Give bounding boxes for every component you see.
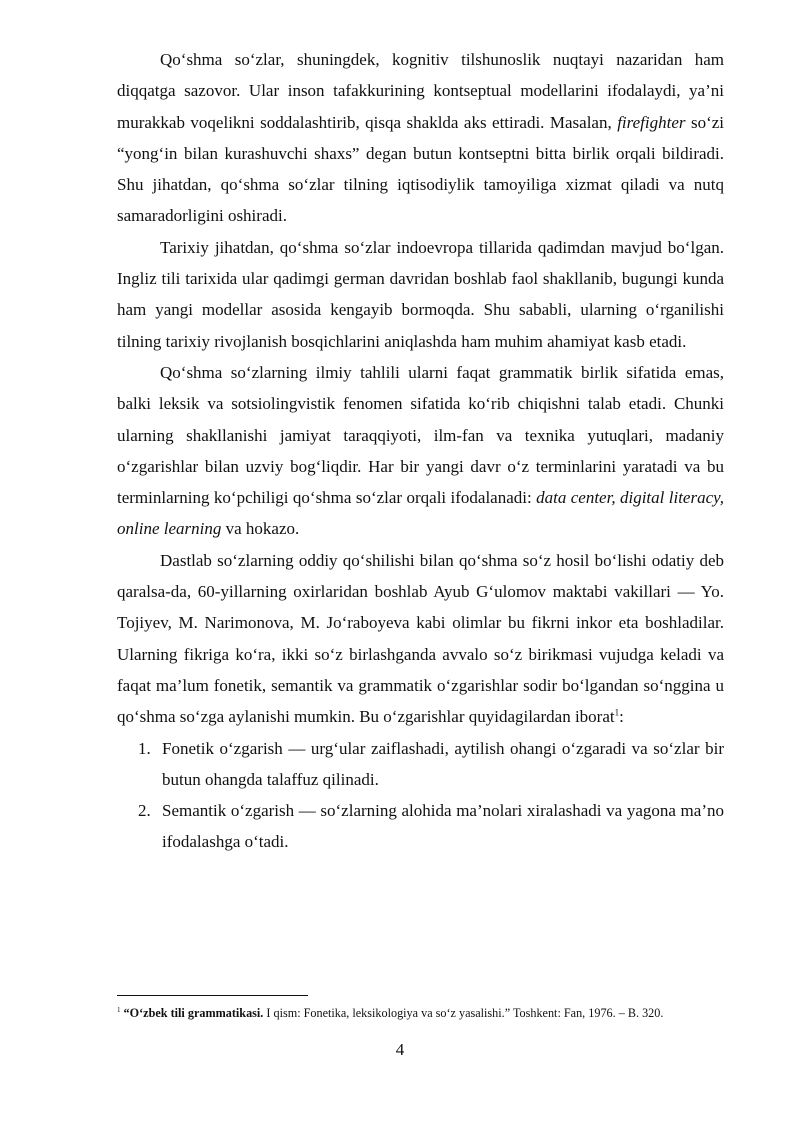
footnote-reference[interactable]: 1 <box>614 707 620 718</box>
paragraph-3-segment-1: Qo‘shma so‘zlarning ilmiy tahlili ularni faqat grammatik birlik sifatida emas, balki leksik va sotsiolingvistik fenomen sifatida ko‘rib chiqishni talab etadi. Chunki ularning shakllanishi jamiyat taraqqiyoti, ilm-fan va texnika yutuqlari, madaniy o‘zgarishlar bilan uzviy bog‘liqdir. Har bir yangi davr o‘z terminlarini yaratadi va bu terminlarning ko‘pchiligi qo‘shma so‘zlar orqali ifodalanadi: <box>117 362 724 508</box>
paragraph-1-term-firefighter: firefighter <box>617 112 686 132</box>
footnote-separator <box>117 995 308 996</box>
list-item-text: Fonetik o‘zgarish — urg‘ular zaiflashadi, aytilish ohangi o‘zgaradi va so‘zlar bir butun ohangda talaffuz qilinadi. <box>162 738 724 789</box>
footnote-text: I qism: Fonetika, leksikologiya va so‘z yasalishi.” Toshkent: Fan, 1976. – B. 320. <box>263 1006 664 1020</box>
list-item-number: 2. <box>138 801 151 821</box>
footnote-marker: 1 <box>117 1005 121 1014</box>
paragraph-4-segment-1: Dastlab so‘zlarning oddiy qo‘shilishi bilan qo‘shma so‘z hosil bo‘lishi odatiy deb qaralsa-da, 60-yillarning oxirlaridan boshlab Ayub G‘ulomov maktabi vakillari — Yo. Tojiyev, M. Narimonova, M. Jo‘raboyeva kabi olimlar bu fikrni inkor eta boshladilar. Ularning fikriga ko‘ra, ikki so‘z birlashganda avvalo so‘z birikmasi vujudga keladi va faqat ma’lum fonetik, semantik va grammatik o‘zgarishlar sodir bo‘lgandan so‘nggina u qo‘shma so‘zga aylanishi mumkin. Bu o‘zgarishlar quyidagilardan iborat <box>117 550 724 727</box>
paragraph-2 <box>117 232 724 357</box>
body-text <box>117 44 724 858</box>
footnote <box>117 1004 724 1022</box>
paragraph-1-segment-1: Qo‘shma so‘zlar, shuningdek, kognitiv tilshunoslik nuqtayi nazaridan ham diqqatga sazovor. Ular inson tafakkurining kontseptual modellarini ifodalaydi, ya’ni murakkab voqelikni soddalashtirib, qisqa shaklda aks ettiradi. Masalan, <box>117 50 724 132</box>
list-item <box>117 795 724 858</box>
paragraph-1-segment-3: so‘zi “yong‘in bilan kurashuvchi shaxs” degan butun kontseptni bitta birlik orqali bildiradi. Shu jihatdan, qo‘shma so‘zlar tilning iqtisodiylik tamoyiliga xizmat qiladi va nutq samaradorligini oshiradi. <box>117 112 725 226</box>
numbered-list <box>117 733 724 858</box>
paragraph-3-segment-3: va hokazo. <box>221 519 300 539</box>
paragraph-3 <box>117 357 724 545</box>
paragraph-4 <box>117 545 724 733</box>
list-item-number: 1. <box>138 738 151 758</box>
paragraph-1 <box>117 44 724 232</box>
paragraph-4-tail: : <box>619 707 624 727</box>
footnote-title: “O‘zbek tili grammatikasi. <box>123 1006 264 1020</box>
list-item-text: Semantik o‘zgarish — so‘zlarning alohida ma’nolari xiralashadi va yagona ma’no ifodalashga o‘tadi. <box>162 801 724 852</box>
paragraph-3-examples: data center, digital literacy, online learning <box>117 488 724 539</box>
page-number: 4 <box>395 1040 405 1059</box>
list-item <box>117 733 724 796</box>
paragraph-2-segment-1: Tarixiy jihatdan, qo‘shma so‘zlar indoevropa tillarida qadimdan mavjud bo‘lgan. Ingliz tili tarixida ular qadimgi german davridan boshlab faol shakllanib, bugungi kunda ham yangi modellar asosida kengayib bormoqda. Shu sababli, ularning o‘rganilishi tilning tarixiy rivojlanish bosqichlarini aniqlashda ham muhim ahamiyat kasb etadi. <box>117 237 724 351</box>
